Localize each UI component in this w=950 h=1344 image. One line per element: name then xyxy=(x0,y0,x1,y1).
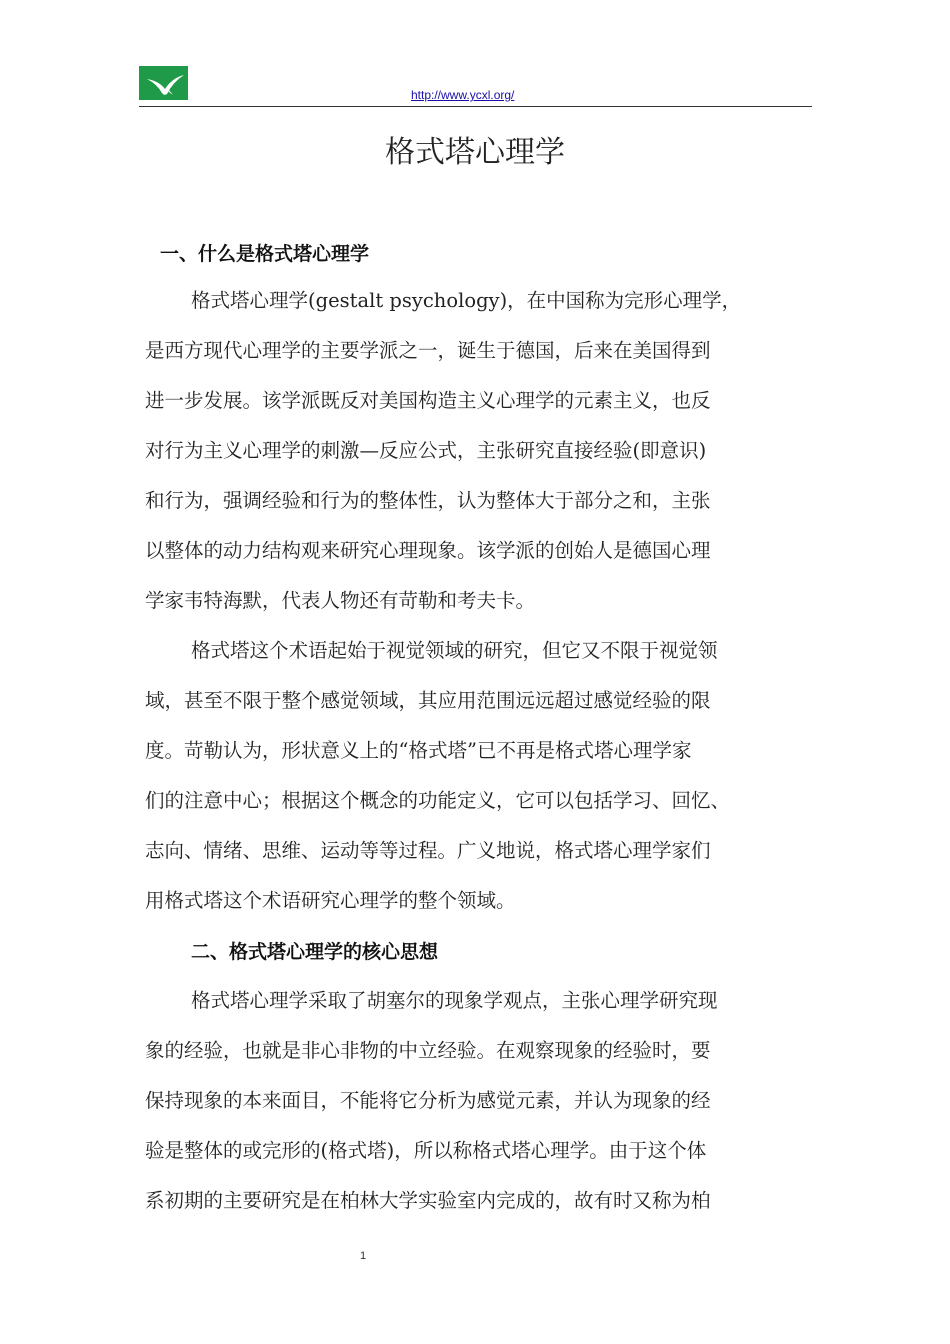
text-line: 们的注意中心；根据这个概念的功能定义，它可以包括学习、回忆、 xyxy=(145,789,731,812)
text-line: 以整体的动力结构观来研究心理现象。该学派的创始人是德国心理 xyxy=(145,539,711,562)
text-line: 用格式塔这个术语研究心理学的整个领域。 xyxy=(145,889,516,912)
text-line: 保持现象的本来面目，不能将它分析为感觉元素，并认为现象的经 xyxy=(145,1089,711,1112)
text-line: 进一步发展。该学派既反对美国构造主义心理学的元素主义，也反 xyxy=(145,389,711,412)
swallow-logo-icon xyxy=(139,66,188,100)
text-line: 格式塔心理学采取了胡塞尔的现象学观点，主张心理学研究现 xyxy=(191,989,718,1012)
section-1-heading: 一、什么是格式塔心理学 xyxy=(160,243,370,265)
text-line: 度。苛勒认为，形状意义上的“格式塔”已不再是格式塔心理学家 xyxy=(145,739,692,762)
text-line: 是西方现代心理学的主要学派之一，诞生于德国，后来在美国得到 xyxy=(145,339,711,362)
text-line: 系初期的主要研究是在柏林大学实验室内完成的，故有时又称为柏 xyxy=(145,1189,711,1212)
text-line: 象的经验，也就是非心非物的中立经验。在观察现象的经验时，要 xyxy=(145,1039,711,1062)
section-2-heading: 二、格式塔心理学的核心思想 xyxy=(191,941,439,963)
text-line: 对行为主义心理学的刺激—反应公式，主张研究直接经验(即意识) xyxy=(145,439,707,462)
page-header xyxy=(139,66,812,107)
text-line: 学家韦特海默，代表人物还有苛勒和考夫卡。 xyxy=(145,589,536,612)
text-line: 志向、情绪、思维、运动等等过程。广义地说，格式塔心理学家们 xyxy=(145,839,711,862)
document-title: 格式塔心理学 xyxy=(385,135,565,170)
text-line: 格式塔这个术语起始于视觉领域的研究，但它又不限于视觉领 xyxy=(191,639,718,662)
page-number: 1 xyxy=(360,1250,367,1262)
text-line: 格式塔心理学(gestalt psychology)，在中国称为完形心理学， xyxy=(191,289,742,312)
text-line: 域，甚至不限于整个感觉领域，其应用范围远远超过感觉经验的限 xyxy=(145,689,711,712)
text-line: 和行为，强调经验和行为的整体性，认为整体大于部分之和，主张 xyxy=(145,489,711,512)
site-url-link[interactable]: http://www.ycxl.org/ xyxy=(411,88,515,102)
text-line: 验是整体的或完形的(格式塔)，所以称格式塔心理学。由于这个体 xyxy=(145,1139,707,1162)
